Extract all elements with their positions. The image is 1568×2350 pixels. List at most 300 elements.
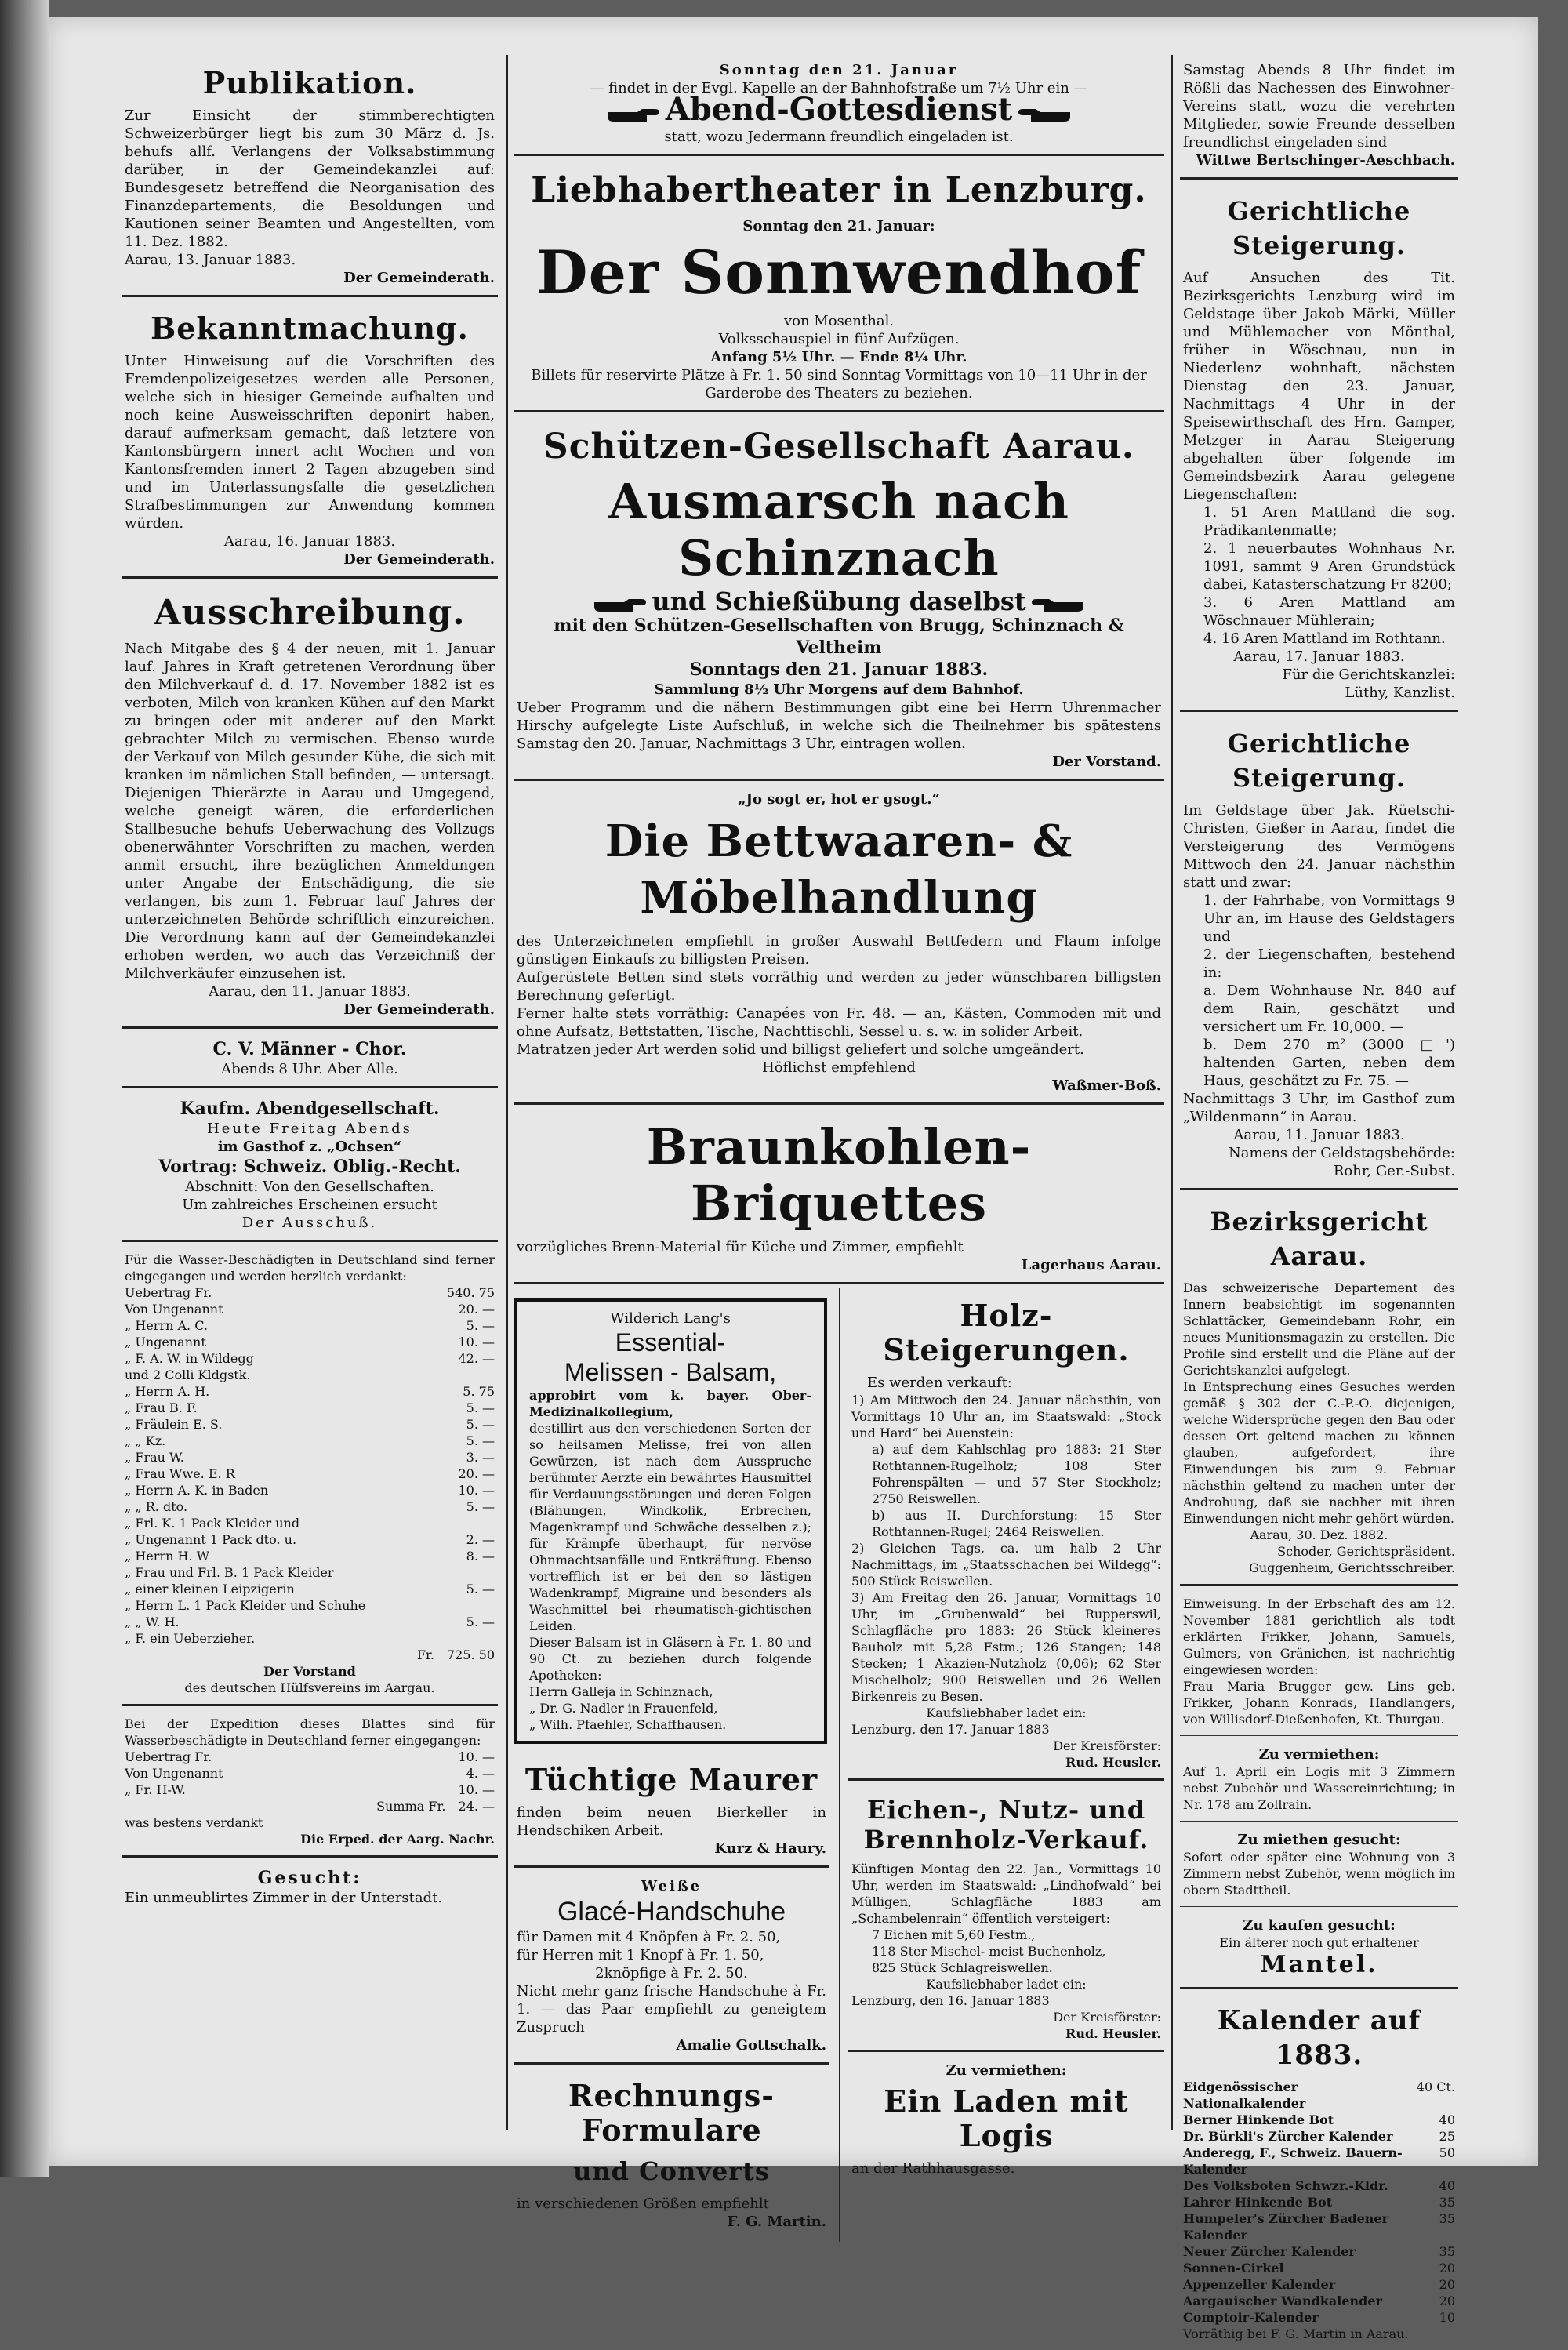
ad-title-row bbox=[517, 100, 1161, 125]
total-value: 725. 50 bbox=[442, 1647, 495, 1663]
pointing-hand-left-icon bbox=[1030, 597, 1085, 615]
ad-line: Abschnitt: Von den Gesellschaften. bbox=[125, 1178, 495, 1196]
ad-title: Gerichtliche Steigerung. bbox=[1183, 726, 1455, 795]
list-row bbox=[125, 1749, 495, 1765]
ad-schuetzen bbox=[514, 416, 1164, 781]
ad-line: Um zahlreiches Erscheinen ersucht bbox=[125, 1196, 495, 1214]
donation-total bbox=[125, 1798, 495, 1814]
ad-line: Vortrag: Schweiz. Oblig.-Recht. bbox=[125, 1156, 495, 1178]
row-label: „ Herrn L. 1 Pack Kleider und Schuhe bbox=[125, 1597, 365, 1614]
ad-body: Zur Einsicht der stimmberechtigten Schweizerbürger liegt bis zum 30 März d. Js. behufs allf. Verlangens der Volksabstimmung darüber, in der Gemeindekanzlei auf: Bundesgesetz betreffend die Neorganisation des Finanzdepartements, die Besoldungen und Kautionen seiner Beamten und Angestellten, vom 11. Dez. 1882. bbox=[125, 107, 495, 251]
ad-title-2: Melissen - Balsam, bbox=[529, 1357, 811, 1387]
ad-body: Auf 1. April ein Logis mit 3 Zimmern nebst Zubehör und Wassereinrichtung; in Nr. 178 am Zollrain. bbox=[1183, 1763, 1455, 1813]
pointing-hand-right-icon bbox=[606, 107, 661, 125]
row-label: „ Herrn A. H. bbox=[125, 1383, 209, 1400]
list-row bbox=[125, 1498, 495, 1515]
ad-body: Unter Hinweisung auf die Vorschriften des Fremdenpolizeigesetzes werden alle Personen, welche sich in hiesiger Gemeinde aufhalten und noch keine Ausweisschriften deponirt haben, darauf aufmerksam gemacht, daß letztere von Kantonsbürgern innert acht Wochen und von Kantonsfremden innert 2 Tagen abzugeben sind und im Unterlassungsfalle die gesetzlichen Strafbestimmungen zur Anwendung kommen würden. bbox=[125, 352, 495, 532]
list-row bbox=[125, 1400, 495, 1416]
row-label: „ Frl. K. 1 Pack Kleider und bbox=[125, 1515, 299, 1531]
row-value: 20 bbox=[1435, 2276, 1455, 2293]
list-row bbox=[125, 1466, 495, 1482]
ad-body: destillirt aus den verschiedenen Sorten der so heilsamen Melisse, frei von allen Gewürzen, ist nach dem Ausspruche berühmter Aerzte ein bewährtes Hausmittel für Verdauungsstörungen und deren Folgen (Blähungen, Windkolik, Erbrechen, Magenkrampf und Schwäche desselben z.); für Krämpfe überhaupt, für nervöse Ohnmachtsanfälle und Entkräftung. Ebenso vortrefflich ist er bei den so lästigen Wadenkrampf, Migraine und besonders als Waschmittel bei rheumatisch-gichtischen Leiden. bbox=[529, 1420, 811, 1634]
row-label: Appenzeller Kalender bbox=[1183, 2276, 1335, 2293]
ad-footer bbox=[517, 2195, 826, 2213]
ad-body: Ein älterer noch gut erhaltener bbox=[1183, 1934, 1455, 1951]
ad-item: 118 Ster Mischel- meist Buchenholz, bbox=[851, 1943, 1161, 1960]
ad-date: Aarau, 30. Dez. 1882. bbox=[1183, 1527, 1455, 1543]
column-rule-left bbox=[506, 55, 508, 2130]
list-row bbox=[125, 1350, 495, 1367]
ad-signature: Schoder, Gerichtspräsident. bbox=[1183, 1543, 1455, 1560]
list-row bbox=[125, 1367, 495, 1383]
ad-body: Nach Mitgabe des § 4 der neuen, mit 1. Januar lauf. Jahres in Kraft getretenen Verordnung über den Milchverkauf d. d. 17. November 1882 ist es verboten, Milch von kranken Kühen auf den Markt zu bringen oder mit anderer auf den Markt gebrachter Milch zu vermischen. Ebenso wurde der Verkauf von Milch gesunder Kühe, die sich mit kranken im nämlichen Stall befinden, — untersagt. Diejenigen Thierärzte in Aarau und Umgegend, welche geneigt wären, die erforderlichen Stallbesuche behufs Ueberwachung des Vollzugs obenerwähnter Vorschriften zu machen, werden anmit ersucht, ihre bezüglichen Anmeldungen unter Angabe der Entschädigung, die sie verlangen, bis zum 1. Februar lauf Jahres der unterzeichneten Behörde schriftlich einzureichen. Die Verordnung kann auf der Gemeindekanzlei erhoben werden, wo auch das Verzeichniß der Milchverkäufer einzusehen ist. bbox=[125, 640, 495, 982]
row-value bbox=[490, 1515, 495, 1531]
ad-kalender bbox=[1180, 1992, 1458, 2350]
ad-date: Aarau, 11. Januar 1883. bbox=[1183, 1126, 1455, 1144]
ad-body: In Entsprechung eines Gesuches werden gemäß § 302 der C.-P.-O. diejenigen, welche Widersprüche gegen den Bau oder dessen Ort geltend machen zu können glauben, aufgefordert, ihre Einwendungen bis zum 9. Februar nächsthin geltend zu machen unter der Androhung, daß sie nachher mit ihren Einwendungen nicht mehr gehört würden. bbox=[1183, 1378, 1455, 1527]
ad-body: Nicht mehr ganz frische Handschuhe à Fr. 1. — das Paar empfiehlt zu geneigtem Zuspruch bbox=[517, 1982, 826, 2036]
ad-title: Die Bettwaaren- & Möbelhandlung bbox=[517, 813, 1161, 926]
row-value: 20. — bbox=[453, 1301, 495, 1317]
ad-item: 1) Am Mittwoch den 24. Januar nächsthin, von Vormittags 10 Uhr an, im Staatswald: „Stock und Hard“ bei Auenstein: bbox=[851, 1392, 1161, 1441]
row-label: „ Fr. H-W. bbox=[125, 1782, 186, 1798]
ad-body: Das schweizerische Departement des Innern beabsichtigt im sogenannten Schlattäcker, Gemeindebann Rohr, ein neues Munitionsmagazin zu erstellen. Die Profile sind erstellt und die Pläne auf der Gerichtskanzlei aufgelegt. bbox=[1183, 1280, 1455, 1378]
ad-headline: Ausmarsch nach Schinznach bbox=[517, 474, 1161, 587]
row-label: „ Frau B. F. bbox=[125, 1400, 198, 1416]
ad-line: statt, wozu Jedermann freundlich eingeladen ist. bbox=[517, 128, 1161, 146]
row-value bbox=[490, 1564, 495, 1581]
property-list bbox=[1183, 503, 1455, 648]
ad-moebelhandlung bbox=[514, 784, 1164, 1105]
ad-item: 3) Am Freitag den 26. Januar, Vormittags 10 Uhr, im „Grubenwald“ bei Rupperswil, Schlagfläche pro 1883: 26 Stück kleineres Bauholz mit 5,28 Fstm.; 126 Stangen; 148 Stecken; 1 Akazien-Nutzholz (0,06); 62 Ster Mischelholz; 900 Reiswellen und 26 Wellen Birkenreis zu Besen. bbox=[851, 1589, 1161, 1705]
ad-pre: Weiße bbox=[517, 1877, 826, 1895]
row-label: Humpeler's Zürcher Badener Kalender bbox=[1183, 2210, 1435, 2243]
ad-thanks: was bestens verdankt bbox=[125, 1814, 495, 1831]
list-row bbox=[1183, 2243, 1455, 2260]
row-value: 5. — bbox=[462, 1317, 495, 1334]
row-value: 540. 75 bbox=[442, 1284, 495, 1301]
ad-ausschreibung bbox=[122, 582, 498, 1029]
row-value: 5. 75 bbox=[458, 1383, 495, 1400]
ad-signature: Lüthy, Kanzlist. bbox=[1183, 684, 1455, 702]
ad-title: Bekanntmachung. bbox=[125, 311, 495, 346]
row-value: 3. — bbox=[462, 1449, 495, 1466]
calendar-list bbox=[1183, 2079, 1455, 2326]
ad-body: des Unterzeichneten empfiehlt in großer Auswahl Bettfedern und Flaum infolge günstigen Einkaufs zu billigsten Preisen. bbox=[517, 932, 1161, 968]
ad-title: Eichen-, Nutz- und Brennholz-Verkauf. bbox=[851, 1795, 1161, 1854]
ad-signature: Der Gemeinderath. bbox=[125, 269, 495, 287]
row-value bbox=[490, 1630, 495, 1647]
ad-body: Matratzen jeder Art werden solid und billigst geliefert und solche umgeändert. bbox=[517, 1041, 1161, 1059]
ad-office: Der Kreisförster: bbox=[851, 2009, 1161, 2025]
ad-item: 825 Stück Schlagreiswellen. bbox=[851, 1960, 1161, 1976]
row-value: 10 bbox=[1435, 2309, 1455, 2326]
lower-left bbox=[514, 1288, 829, 2242]
ad-zu-miethen bbox=[1180, 1825, 1458, 1907]
total-value: 24. — bbox=[453, 1798, 495, 1814]
property-item: 2. 1 neuerbautes Wohnhaus Nr. 1091, sammt 9 Aren Grundstück dabei, Katasterschatzung Fr 8200; bbox=[1183, 539, 1455, 594]
row-label: „ Herrn A. C. bbox=[125, 1317, 208, 1334]
ad-maurer bbox=[514, 1752, 829, 1868]
row-value: 5. — bbox=[462, 1581, 495, 1597]
ad-subtitle: und Converts bbox=[517, 2154, 826, 2188]
row-value: 10. — bbox=[453, 1782, 495, 1798]
ad-body: Ferner halte stets vorräthig: Canapées von Fr. 48. — an, Kästen, Commoden mit und ohne Aufsatz, Bettstatten, Tische, Nachttischli, Sessel u. s. w. in solider Arbeit. bbox=[517, 1004, 1161, 1041]
ad-body: Frau Maria Brugger gew. Lins geb. Frikker, Johann Konrads, Handlangers, von Willisdorf-Dießenhofen, Kt. Thurgau. bbox=[1183, 1678, 1455, 1727]
ad-theater bbox=[514, 159, 1164, 412]
ad-office: Der Kreisförster: bbox=[851, 1738, 1161, 1754]
ad-line: Sammlung 8½ Uhr Morgens auf dem Bahnhof. bbox=[517, 681, 1161, 699]
ad-date: Sonntags den 21. Januar 1883. bbox=[517, 659, 1161, 681]
list-row bbox=[125, 1334, 495, 1350]
ad-office: Namens der Geldstagsbehörde: bbox=[1183, 1144, 1455, 1162]
ad-bekanntmachung bbox=[122, 300, 498, 579]
ad-title: Gerichtliche Steigerung. bbox=[1183, 194, 1455, 263]
ad-title: Ausschreibung. bbox=[125, 593, 495, 634]
row-label: Dr. Bürkli's Zürcher Kalender bbox=[1183, 2128, 1393, 2145]
ad-body: an der Rathhausgasse. bbox=[851, 2159, 1161, 2177]
book-spine bbox=[0, 0, 49, 2177]
property-item: 1. 51 Aren Mattland die sog. Prädikantenmatte; bbox=[1183, 503, 1455, 539]
list-row bbox=[125, 1482, 495, 1498]
row-label: „ einer kleinen Leipzigerin bbox=[125, 1581, 295, 1597]
list-row bbox=[1183, 2177, 1455, 2194]
ad-item: a) auf dem Kahlschlag pro 1883: 21 Ster Rothtannen-Rugelholz; 108 Ster Fohrenspälten — und 57 Ster Stockholz; 2750 Reiswellen. bbox=[851, 1441, 1161, 1507]
row-value: 35 bbox=[1435, 2194, 1455, 2210]
list-row bbox=[1183, 2260, 1455, 2276]
ad-title: Rechnungs-Formulare bbox=[517, 2079, 826, 2148]
list-row bbox=[125, 1301, 495, 1317]
row-value: 10. — bbox=[453, 1482, 495, 1498]
total-label: Summa Fr. bbox=[376, 1798, 453, 1814]
list-row bbox=[125, 1515, 495, 1531]
row-label: „ „ Kz. bbox=[125, 1433, 165, 1449]
row-value: 10. — bbox=[453, 1334, 495, 1350]
row-label: „ Herrn H. W bbox=[125, 1548, 209, 1564]
lower-split bbox=[514, 1288, 1164, 2242]
list-row bbox=[1183, 2210, 1455, 2243]
row-value: 25 bbox=[1435, 2128, 1455, 2145]
row-value: 10. — bbox=[453, 1749, 495, 1765]
row-label: Uebertrag Fr. bbox=[125, 1749, 212, 1765]
ad-maennerchor bbox=[122, 1032, 498, 1088]
ad-holzsteigerungen bbox=[848, 1288, 1164, 1781]
list-row bbox=[125, 1433, 495, 1449]
ad-einwohnerverein bbox=[1180, 55, 1458, 180]
ad-line: Abends 8 Uhr. Aber Alle. bbox=[125, 1060, 495, 1078]
ad-date: Aarau, 13. Januar 1883. bbox=[125, 251, 495, 269]
row-value: 5. — bbox=[462, 1433, 495, 1449]
ad-title: Zu vermiethen: bbox=[1183, 1745, 1455, 1763]
row-label: Lahrer Hinkende Bot bbox=[1183, 2194, 1332, 2210]
column-right bbox=[1180, 55, 1458, 2130]
ad-title: Zu kaufen gesucht: bbox=[1183, 1916, 1455, 1934]
row-label: „ Ungenannt 1 Pack dto. u. bbox=[125, 1531, 296, 1548]
ad-headline: Mantel. bbox=[1183, 1951, 1455, 1979]
row-label: „ Herrn A. K. in Baden bbox=[125, 1482, 268, 1498]
row-label: Comptoir-Kalender bbox=[1183, 2309, 1319, 2326]
ad-line: — findet in der Evgl. Kapelle an der Bahnhofstraße um 7½ Uhr ein — bbox=[517, 79, 1161, 97]
ad-motto: „Jo sogt er, hot er gsogt.“ bbox=[517, 790, 1161, 808]
ad-genre: Volksschauspiel in fünf Aufzügen. bbox=[517, 330, 1161, 348]
row-label: Von Ungenannt bbox=[125, 1765, 223, 1782]
ad-close: Höflichst empfehlend bbox=[517, 1059, 1161, 1077]
ad-body: Einweisung. In der Erbschaft des am 12. November 1881 gerichtlich als todt erklärten Frikker, Johann, Samuels, Gulmers, von Gränichen, ist nachrichtig eingewiesen worden: bbox=[1183, 1596, 1455, 1678]
row-label: „ Ungenannt bbox=[125, 1334, 206, 1350]
ad-gerichtliche-steigerung-1 bbox=[1180, 183, 1458, 712]
list-row bbox=[1183, 2145, 1455, 2177]
row-label: „ „ R. dto. bbox=[125, 1498, 187, 1515]
ad-einweisung bbox=[1180, 1589, 1458, 1736]
ad-body: Samstag Abends 8 Uhr findet im Rößli das Nachessen des Einwohner-Vereins statt, wozu die verehrten Mitglieder, sowie Freunde desselben freundlichst eingeladen sind bbox=[1183, 61, 1455, 151]
donation-total bbox=[125, 1647, 495, 1663]
row-value: 4. — bbox=[462, 1765, 495, 1782]
ad-body: Im Geldstage über Jak. Rüetschi-Christen, Gießer in Aarau, findet die Versteigerung des Vermögens Mittwoch den 24. Januar nächsthin statt und zwar: bbox=[1183, 801, 1455, 892]
column-rule-right bbox=[1171, 55, 1173, 2130]
ad-signature: Der Vorstand bbox=[125, 1663, 495, 1680]
ad-buyers: Kaufsliebhaber ladet ein: bbox=[851, 1705, 1161, 1721]
pointing-hand-left-icon bbox=[1017, 107, 1072, 125]
ad-body: finden beim neuen Bierkeller in Hendschiken Arbeit. bbox=[517, 1803, 826, 1840]
ad-wasserbeschaedigte-2 bbox=[122, 1709, 498, 1858]
ad-line: 2knöpfige à Fr. 2. 50. bbox=[517, 1964, 826, 1982]
ad-author: von Mosenthal. bbox=[517, 312, 1161, 330]
ad-date: Aarau, den 11. Januar 1883. bbox=[125, 982, 495, 1001]
ad-title: Liebhabertheater in Lenzburg. bbox=[517, 170, 1161, 211]
ad-signature: Die Erped. der Aarg. Nachr. bbox=[125, 1831, 495, 1847]
list-row bbox=[125, 1416, 495, 1433]
ad-signature: Kurz & Haury. bbox=[517, 1840, 826, 1858]
property-item: 4. 16 Aren Mattland im Rothtann. bbox=[1183, 630, 1455, 648]
list-row bbox=[125, 1531, 495, 1548]
row-label: Berner Hinkende Bot bbox=[1183, 2112, 1334, 2128]
ad-buyers: Kaufsliebhaber ladet ein: bbox=[851, 1976, 1161, 1992]
ad-publikation bbox=[122, 55, 498, 297]
ad-intro: Für die Wasser-Beschädigten in Deutschland sind ferner eingegangen und werden herzlich verdankt: bbox=[125, 1251, 495, 1284]
column-middle bbox=[514, 55, 1164, 2130]
ad-line: mit den Schützen-Gesellschaften von Brugg, Schinznach & Veltheim bbox=[517, 615, 1161, 659]
ad-gottesdienst bbox=[514, 55, 1164, 156]
ad-approved: approbirt vom k. bayer. Ober-Medizinalkollegium, bbox=[529, 1387, 811, 1420]
row-value: 50 bbox=[1435, 2145, 1455, 2177]
row-value: 5. — bbox=[462, 1498, 495, 1515]
ad-signature: Amalie Gottschalk. bbox=[517, 2036, 826, 2054]
ad-title: Kaufm. Abendgesellschaft. bbox=[125, 1098, 495, 1120]
ad-date: Aarau, 16. Januar 1883. bbox=[125, 532, 495, 550]
ad-footer: Vorräthig bei F. G. Martin in Aarau. bbox=[1183, 2326, 1455, 2342]
row-value bbox=[490, 1367, 495, 1383]
ad-title: Ein Laden mit Logis bbox=[851, 2084, 1161, 2153]
row-value: 5. — bbox=[462, 1400, 495, 1416]
ad-title: C. V. Männer - Chor. bbox=[125, 1038, 495, 1060]
list-row bbox=[1183, 2293, 1455, 2309]
ad-time: Anfang 5½ Uhr. — Ende 8¼ Uhr. bbox=[517, 348, 1161, 366]
ad-line: für Damen mit 4 Knöpfen à Fr. 2. 50, bbox=[517, 1928, 826, 1946]
row-label: Neuer Zürcher Kalender bbox=[1183, 2243, 1356, 2260]
list-row bbox=[125, 1383, 495, 1400]
property-item: 3. 6 Aren Mattland am Wöschnauer Mühlerain; bbox=[1183, 594, 1455, 630]
ad-handschuhe bbox=[514, 1871, 829, 2065]
ad-pharmacy: „ Dr. G. Nadler in Frauenfeld, bbox=[529, 1700, 811, 1716]
row-label: „ „ W. H. bbox=[125, 1614, 180, 1630]
ad-title: Gesucht: bbox=[125, 1867, 495, 1889]
ad-zu-vermiethen bbox=[1180, 1739, 1458, 1822]
ad-zu-kaufen bbox=[1180, 1910, 1458, 1989]
ad-body: Aufgerüstete Betten sind stets vorräthig und werden zu jeder wünschbaren billigsten Berechnung gefertigt. bbox=[517, 968, 1161, 1004]
ad-date: Lenzburg, den 17. Januar 1883 bbox=[851, 1721, 1161, 1738]
ad-intro: Es werden verkauft: bbox=[851, 1374, 1161, 1392]
donation-list bbox=[125, 1284, 495, 1647]
list-row bbox=[125, 1548, 495, 1564]
row-value: 35 bbox=[1435, 2243, 1455, 2260]
ad-gerichtliche-steigerung-2 bbox=[1180, 715, 1458, 1190]
ad-signature: Der Ausschuß. bbox=[125, 1214, 495, 1232]
list-row bbox=[125, 1317, 495, 1334]
row-label: „ Frau und Frl. B. 1 Pack Kleider bbox=[125, 1564, 334, 1581]
list-row bbox=[1183, 2276, 1455, 2293]
list-row bbox=[1183, 2079, 1455, 2112]
row-value: 20 bbox=[1435, 2260, 1455, 2276]
ad-signature: Lagerhaus Aarau. bbox=[517, 1256, 1161, 1274]
ad-sub-row bbox=[517, 593, 1161, 615]
list-row bbox=[1183, 2309, 1455, 2326]
ad-signature: Der Vorstand. bbox=[517, 753, 1161, 771]
list-row bbox=[125, 1581, 495, 1597]
pointing-hand-right-icon bbox=[593, 597, 648, 615]
list-row bbox=[1183, 2112, 1455, 2128]
ad-intro: Bei der Expedition dieses Blattes sind für Wasserbeschädigte in Deutschland ferner eingegangen: bbox=[125, 1716, 495, 1749]
ad-date: Lenzburg, den 16. Januar 1883 bbox=[851, 1992, 1161, 2009]
row-label: Sonnen-Cirkel bbox=[1183, 2260, 1284, 2276]
ad-melissen-balsam bbox=[514, 1298, 827, 1744]
ad-signature: Wittwe Bertschinger-Aeschbach. bbox=[1183, 151, 1455, 169]
ad-title: Tüchtige Maurer bbox=[517, 1763, 826, 1797]
ad-brand: Wilderich Lang's bbox=[529, 1309, 811, 1328]
ad-title: Schützen-Gesellschaft Aarau. bbox=[517, 427, 1161, 467]
ad-title: Abend-Gottesdienst bbox=[666, 91, 1013, 128]
ad-pharmacy: „ Wilh. Pfaehler, Schaffhausen. bbox=[529, 1716, 811, 1733]
row-label: Aargauischer Wandkalender bbox=[1183, 2293, 1382, 2309]
ad-wasserbeschaedigte-1 bbox=[122, 1245, 498, 1706]
row-value: 20 bbox=[1435, 2293, 1455, 2309]
ad-signature: Der Gemeinderath. bbox=[125, 550, 495, 568]
ad-body: Ein unmeublirtes Zimmer in der Unterstadt. bbox=[125, 1889, 495, 1907]
row-value: 5. — bbox=[462, 1416, 495, 1433]
list-row bbox=[1183, 2194, 1455, 2210]
row-value: 20. — bbox=[453, 1466, 495, 1482]
list-row bbox=[125, 1564, 495, 1581]
ad-body: Billets für reservirte Plätze à Fr. 1. 50 sind Sonntag Vormittags von 10—11 Uhr in der Garderobe des Theaters zu beziehen. bbox=[517, 366, 1161, 402]
lower-right bbox=[839, 1288, 1164, 2242]
row-value bbox=[490, 1597, 495, 1614]
row-label: Uebertrag Fr. bbox=[125, 1284, 212, 1301]
row-label: „ Frau Wwe. E. R bbox=[125, 1466, 235, 1482]
ad-line: für Herren mit 1 Knopf à Fr. 1. 50, bbox=[517, 1946, 826, 1964]
ad-eichenverkauf bbox=[848, 1784, 1164, 2052]
ad-item: 7 Eichen mit 5,60 Festm., bbox=[851, 1927, 1161, 1943]
ad-abendgesellschaft bbox=[122, 1091, 498, 1242]
column-left bbox=[122, 55, 498, 2130]
row-value: 5. — bbox=[462, 1614, 495, 1630]
ad-signature: Rud. Heusler. bbox=[851, 1754, 1161, 1771]
ad-item: a. Dem Wohnhause Nr. 840 auf dem Rain, geschätzt und versichert um Fr. 10,000. — bbox=[1183, 982, 1455, 1036]
ad-signature: Waßmer-Boß. bbox=[517, 1077, 1161, 1095]
ad-body: vorzügliches Brenn-Material für Küche und Zimmer, empfiehlt bbox=[517, 1238, 1161, 1256]
list-row bbox=[125, 1782, 495, 1798]
row-value: 40 bbox=[1435, 2177, 1455, 2194]
list-row bbox=[125, 1597, 495, 1614]
ad-pharmacy: Herrn Galleja in Schinznach, bbox=[529, 1684, 811, 1700]
ad-line: Sonntag den 21. Januar bbox=[517, 61, 1161, 79]
ad-laden bbox=[848, 2055, 1164, 2185]
row-label: Eidgenössischer Nationalkalender bbox=[1183, 2079, 1412, 2112]
ad-signature: F. G. Martin. bbox=[517, 2213, 826, 2231]
row-label: „ F. ein Ueberzieher. bbox=[125, 1630, 255, 1647]
ad-body: Auf Ansuchen des Tit. Bezirksgerichts Lenzburg wird im Geldstage über Jakob Märki, Müller und Mühlemacher von Mönthal, früher in Wöschnau, nun in Niederlenz wohnhaft, nächsten Dienstag den 23. Januar, Nachmittags 4 Uhr in der Speisewirthschaft des Hrn. Gamper, Metzger in Aarau Steigerung abgehalten über folgende im Gemeindsbezirk Aarau gelegene Liegenschaften: bbox=[1183, 269, 1455, 503]
donation-list bbox=[125, 1749, 495, 1798]
ad-title: Bezirksgericht Aarau. bbox=[1183, 1204, 1455, 1273]
ad-title: Braunkohlen-Briquettes bbox=[517, 1119, 1161, 1232]
ad-date: Aarau, 17. Januar 1883. bbox=[1183, 648, 1455, 666]
ad-item: 2. der Liegenschaften, bestehend in: bbox=[1183, 946, 1455, 982]
list-row bbox=[125, 1449, 495, 1466]
list-row bbox=[125, 1630, 495, 1647]
row-label: Des Volksboten Schwzr.-Kldr. bbox=[1183, 2177, 1388, 2194]
row-label: „ Fräulein E. S. bbox=[125, 1416, 222, 1433]
row-label: Von Ungenannt bbox=[125, 1301, 223, 1317]
ad-subtitle: und Schießübung daselbst bbox=[652, 587, 1025, 616]
ad-title: Kalender auf 1883. bbox=[1183, 2003, 1455, 2072]
list-row bbox=[125, 1765, 495, 1782]
row-value: 40 Ct. bbox=[1412, 2079, 1455, 2112]
row-label: Anderegg, F., Schweiz. Bauern-Kalender bbox=[1183, 2145, 1435, 2177]
ad-body: Künftigen Montag den 22. Jan., Vormittags 10 Uhr, werden im Staatswald: „Lindhofwald“ bei Mülligen, Schlagfläche 1883 am „Schambelenrain“ öffentlich versteigert: bbox=[851, 1861, 1161, 1927]
row-value: 8. — bbox=[462, 1548, 495, 1564]
total-label: Fr. bbox=[417, 1647, 442, 1663]
ad-item: 2) Gleichen Tags, ca. um halb 2 Uhr Nachmittags, im „Staatsschachen bei Wildegg“: 500 Stück Reiswellen. bbox=[851, 1540, 1161, 1589]
ad-office: Für die Gerichtskanzlei: bbox=[1183, 666, 1455, 684]
row-value: 42. — bbox=[453, 1350, 495, 1367]
list-row bbox=[125, 1614, 495, 1630]
ad-date: Sonntag den 21. Januar: bbox=[517, 217, 1161, 235]
ad-rechnungsformulare bbox=[514, 2068, 829, 2239]
row-label: „ F. A. W. in Wildegg bbox=[125, 1350, 254, 1367]
ad-body: in verschiedenen Größen empfiehlt bbox=[517, 2195, 769, 2213]
ad-title: Publikation. bbox=[125, 66, 495, 100]
ad-line: Heute Freitag Abends bbox=[125, 1120, 495, 1138]
ad-signature: Der Gemeinderath. bbox=[125, 1001, 495, 1019]
list-row bbox=[1183, 2128, 1455, 2145]
ad-signature: Rohr, Ger.-Subst. bbox=[1183, 1162, 1455, 1180]
ad-title-1: Essential- bbox=[529, 1328, 811, 1357]
list-row bbox=[125, 1284, 495, 1301]
ad-body: Ueber Programm und die nähern Bestimmungen gibt eine bei Herrn Uhrenmacher Hirschy aufgelegte Liste Aufschluß, in welche sich die Theilnehmer bis spätestens Samstag den 20. Januar, Nachmittags 3 Uhr, eintragen wollen. bbox=[517, 699, 1161, 753]
ad-item: b. Dem 270 m² (3000 □') haltenden Garten, neben dem Haus, geschätzt zu Fr. 75. — bbox=[1183, 1036, 1455, 1090]
ad-bezirksgericht bbox=[1180, 1193, 1458, 1586]
ad-title: Holz-Steigerungen. bbox=[851, 1298, 1161, 1368]
row-value: 35 bbox=[1435, 2210, 1455, 2243]
ad-title: Zu miethen gesucht: bbox=[1183, 1831, 1455, 1849]
row-value: 2. — bbox=[462, 1531, 495, 1548]
ad-item: 1. der Fahrhabe, von Vormittags 9 Uhr an, im Hause des Geldstagers und bbox=[1183, 892, 1455, 946]
ad-tail: Nachmittags 3 Uhr, im Gasthof zum „Wildenmann“ in Aarau. bbox=[1183, 1090, 1455, 1126]
row-label: und 2 Colli Kldgstk. bbox=[125, 1367, 251, 1383]
ad-signature: Guggenheim, Gerichtsschreiber. bbox=[1183, 1560, 1455, 1576]
ad-line: im Gasthof z. „Ochsen“ bbox=[125, 1138, 495, 1156]
ad-signature: Rud. Heusler. bbox=[851, 2025, 1161, 2042]
ad-body: Sofort oder später eine Wohnung von 3 Zimmern nebst Zubehör, wenn möglich im obern Stadttheil. bbox=[1183, 1849, 1455, 1898]
ad-briquettes bbox=[514, 1108, 1164, 1284]
